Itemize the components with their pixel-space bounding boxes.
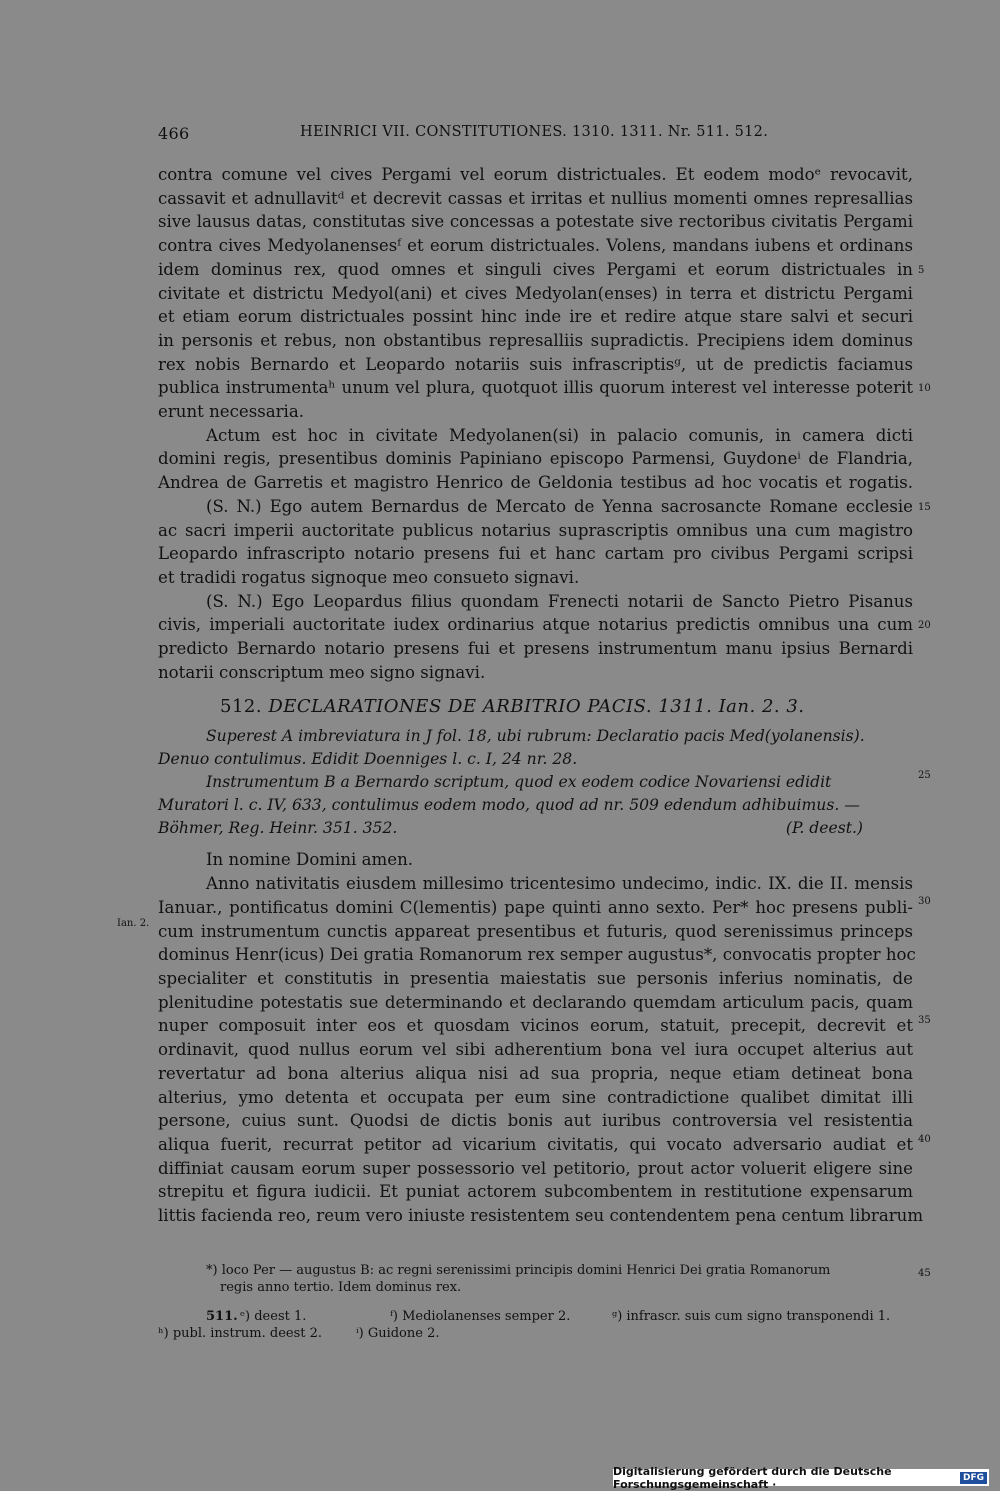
text-line: et tradidi rogatus signoque meo consueto signavi. — [158, 567, 580, 587]
text-line: idem dominus rex, quod omnes et singuli cives Pergami et eorum districtuales in — [158, 259, 913, 279]
line-number: 25 — [918, 770, 931, 781]
page-number: 466 — [158, 124, 190, 143]
text-line: ordinavit, quod nullus eorum vel sibi adherentium bona vel iura occupet alterius aut — [158, 1040, 913, 1060]
footnote-label: 511. — [206, 1309, 238, 1324]
intro-line: Instrumentum B a Bernardo scriptum, quod ex eodem codice Novariensi edidit — [206, 773, 832, 792]
text-line: Ianuar., pontificatus domini C(lementis) pape quinti anno sexto. Per* hoc presens publi- — [158, 897, 913, 917]
text-line: specialiter et constitutis in presentia maiestatis sue personis inferius nominatis, de — [158, 968, 913, 988]
text-line: alterius, ymo detenta et occupata per eum sine contradictione qualibet dimitat illi — [158, 1087, 913, 1107]
text-line: persone, cuius sunt. Quodsi de dictis bonis aut iuribus controversia vel resistentia — [158, 1111, 913, 1131]
text-line: (S. N.) Ego autem Bernardus de Mercato de Yenna sacrosancte Romane ecclesie — [206, 496, 913, 516]
intro-line: Denuo contulimus. Edidit Doenniges l. c. I, 24 nr. 28. — [158, 750, 578, 769]
text-line: aliqua fuerit, recurrat petitor ad vicarium civitatis, qui vocato adversario audiat et — [158, 1134, 913, 1154]
page-body — [158, 163, 924, 1228]
footnote-item: ⁱ) Guidone 2. — [356, 1326, 440, 1341]
line-number: 45 — [918, 1268, 931, 1279]
doc-512-text — [158, 848, 924, 1227]
text-line: Leopardo infrascripto notario presens fui et hanc cartam pro civibus Pergami scripsi — [158, 544, 913, 564]
text-line: predicto Bernardo notario presens fui et presens instrumentum manu ipsius Bernardi — [158, 639, 913, 659]
text-line: littis facienda reo, reum vero iniuste resistentem seu contendentem pena centum librarum — [158, 1206, 924, 1226]
footnote-item: ᵉ) deest 1. — [240, 1309, 307, 1324]
footnote-line: regis anno tertio. Idem dominus rex. — [220, 1280, 462, 1295]
section-date: 1311. Ian. 2. 3. — [658, 696, 805, 718]
footnote-item: ᶠ) Mediolanenses semper 2. — [390, 1309, 571, 1324]
text-line: strepitu et figura iudicii. Et puniat actorem subcombentem in restitutione expensarum — [158, 1182, 913, 1202]
text-line: civitate et districtu Medyol(ani) et cives Medyolan(enses) in terra et districtu Pergami — [158, 283, 913, 303]
notary-subscription-1 — [158, 495, 913, 590]
margin-date-note: Ian. 2. — [117, 918, 150, 929]
text-line: plenitudine potestatis sue determinando et declarando quemdam articulum pacis, quam — [158, 992, 913, 1012]
notary-subscription-2 — [158, 590, 913, 685]
doc-511-text — [158, 163, 913, 424]
dfg-footer — [613, 1464, 989, 1491]
text-line: sive lausus datas, constitutas sive concessas a potestate sive rectoribus civitatis Pergami — [158, 212, 913, 232]
text-line: nuper composuit inter eos et quosdam vicinos eorum, statuit, precepit, decrevit et — [158, 1016, 913, 1036]
section-number: 512. — [220, 696, 263, 718]
text-line: rex nobis Bernardo et Leopardo notariis suis infrascriptisᵍ, ut de predictis faciamus — [158, 354, 913, 374]
line-number: 20 — [918, 620, 931, 631]
line-number: 40 — [918, 1134, 931, 1145]
section-title — [220, 696, 913, 717]
text-line: Actum est hoc in civitate Medyolanen(si) in palacio comunis, in camera dicti — [206, 425, 913, 445]
text-line: domini regis, presentibus dominis Papiniano episcopo Parmensi, Guydoneⁱ de Flandria, — [158, 449, 913, 469]
footnote-item: ʰ) publ. instrum. deest 2. — [158, 1326, 323, 1341]
line-number: 5 — [918, 265, 925, 276]
text-line: cassavit et adnullavitᵈ et decrevit cassas et irritas et nullius momenti omnes represallias — [158, 188, 913, 208]
text-line: dominus Henr(icus) Dei gratia Romanorum rex semper augustus*, convocatis propter hoc — [158, 945, 916, 965]
text-line: publica instrumentaʰ unum vel plura, quotquot illis quorum interest vel interesse poterit — [158, 378, 913, 398]
text-line: diffiniat causam eorum super possessorio vel petitorio, prout actor voluerit eligere sine — [158, 1158, 913, 1178]
footnotes-511 — [158, 1308, 918, 1342]
text-line: cum instrumentum cunctis appareat presentibus et futuris, quod serenissimus princeps — [158, 921, 913, 941]
text-line: notarii conscriptum meo signo signavi. — [158, 662, 486, 682]
line-number: 10 — [918, 383, 931, 394]
text-line: et etiam eorum districtuales possint hinc inde ire et redire atque stare salvi et securi — [158, 307, 913, 327]
line-number: 30 — [918, 896, 931, 907]
text-line: revertatur ad bona alterius aliqua nisi ad sua propria, neque etiam detineat bona — [158, 1063, 913, 1083]
text-line: civis, imperiali auctoritate iudex ordinarius atque notarius predictis omnibus una cum — [158, 615, 913, 635]
intro-line: Böhmer, Reg. Heinr. 351. 352. — [158, 819, 398, 838]
text-line: Anno nativitatis eiusdem millesimo tricentesimo undecimo, indic. IX. die II. mensis — [206, 874, 913, 894]
text-line: In nomine Domini amen. — [206, 850, 414, 870]
text-line: Andrea de Garretis et magistro Henrico de Geldonia testibus ad hoc vocatis et rogatis. — [158, 473, 913, 493]
editorial-intro — [158, 725, 913, 840]
text-line: (S. N.) Ego Leopardus filius quondam Frenecti notarii de Sancto Pietro Pisanus — [206, 591, 913, 611]
text-line: erunt necessaria. — [158, 402, 305, 422]
footnote-item: ᵍ) infrascr. suis cum signo transponendi 1. — [612, 1309, 891, 1324]
footnote-line: *) loco Per — augustus B: ac regni serenissimi principis domini Henrici Dei gratia Romanorum — [206, 1263, 831, 1278]
intro-line: Muratori l. c. IV, 633, contulimus eodem modo, quod ad nr. 509 edendum adhibuimus. — — [158, 796, 860, 815]
text-line: ac sacri imperii auctoritate publicus notarius suprascriptis omnibus una cum magistro — [158, 520, 913, 540]
section-heading: DECLARATIONES DE ARBITRIO PACIS. — [268, 696, 653, 718]
text-line: contra cives Medyolanensesᶠ et eorum districtuales. Volens, mandans iubens et ordinans — [158, 236, 913, 256]
running-title: HEINRICI VII. CONSTITUTIONES. 1310. 1311. Nr. 511. 512. — [300, 124, 769, 140]
text-line: contra comune vel cives Pergami vel eorum districtuales. Et eodem modoᵉ revocavit, — [158, 165, 913, 184]
text-line: in personis et rebus, non obstantibus represalliis supradictis. Precipiens idem dominus — [158, 330, 913, 350]
actum-paragraph — [158, 424, 913, 495]
line-number: 15 — [918, 502, 931, 513]
line-number: 35 — [918, 1015, 931, 1026]
intro-line: (P. deest.) — [785, 819, 863, 838]
intro-line: Superest A imbreviatura in J fol. 18, ubi rubrum: Declaratio pacis Med(yolanensis). — [206, 727, 865, 746]
footer-text: Digitalisierung gefördert durch die Deutsche Forschungsgemeinschaft · — [613, 1464, 892, 1491]
footnote-star — [158, 1262, 918, 1296]
dfg-logo: DFG — [960, 1472, 987, 1484]
